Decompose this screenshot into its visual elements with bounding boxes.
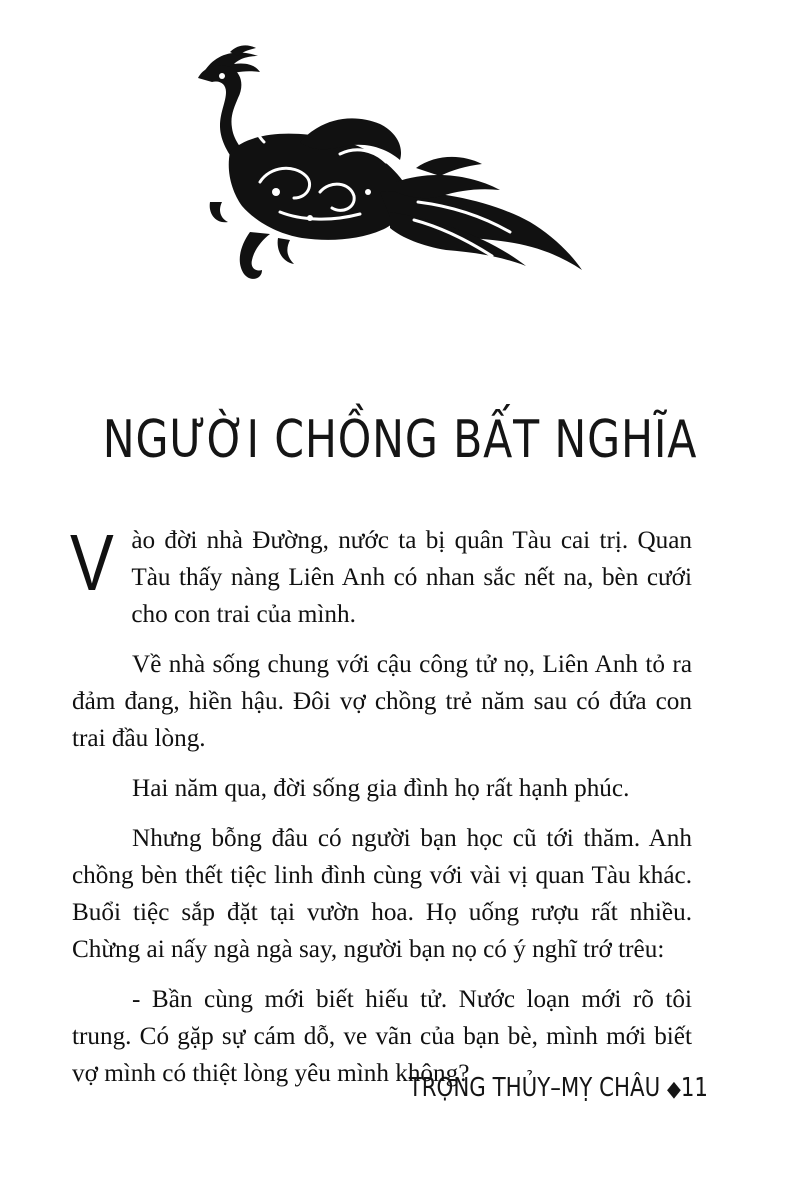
page-number: 11	[680, 1073, 708, 1103]
paragraph-2: Về nhà sống chung với cậu công tử nọ, Liên Anh tỏ ra đảm đang, hiền hậu. Đôi vợ chồng trẻ năm sau có đứa con trai đầu lòng.	[72, 651, 692, 752]
diamond-icon: ◆	[666, 1077, 681, 1102]
chapter-title: NGƯỜI CHỒNG BẤT NGHĨA	[102, 410, 698, 470]
paragraph-1-text: ào đời nhà Đường, nước ta bị quân Tàu cai trị. Quan Tàu thấy nàng Liên Anh có nhan sắc nết na, bèn cưới cho con trai của mình.	[131, 527, 692, 628]
chapter-body	[70, 518, 692, 1105]
paragraph-5: - Bần cùng mới biết hiếu tử. Nước loạn mới rõ tôi trung. Có gặp sự cám dỗ, ve vãn của bạn bè, mình mới biết vợ mình có thiệt lòng yêu mình không?	[72, 986, 692, 1087]
book-title: TRỌNG THỦY–MỴ CHÂU	[408, 1073, 661, 1103]
paragraph-3: Hai năm qua, đời sống gia đình họ rất hạnh phúc.	[132, 775, 630, 802]
paragraph-1	[70, 518, 692, 633]
drop-cap: V	[70, 518, 114, 607]
paragraph-4: Nhưng bỗng đâu có người bạn học cũ tới thăm. Anh chồng bèn thết tiệc linh đình cùng với vài vị quan Tàu khác. Buổi tiệc sắp đặt tại vườn hoa. Họ uống rượu rất nhiều. Chừng ai nấy ngà ngà say, người bạn nọ có ý nghĩ trớ trêu:	[72, 825, 692, 963]
running-footer	[409, 1073, 708, 1103]
phoenix-icon	[190, 42, 590, 287]
